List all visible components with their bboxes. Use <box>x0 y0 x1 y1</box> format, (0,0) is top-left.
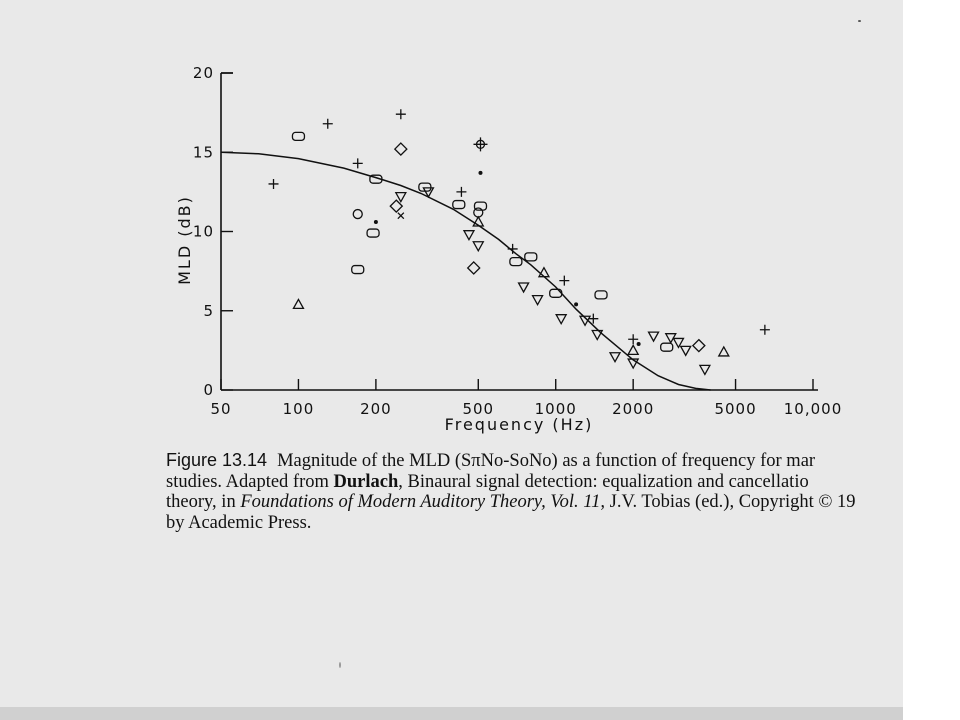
dot-marker <box>478 171 482 175</box>
x-tick-label: 10,000 <box>783 400 843 418</box>
data-point-plus <box>760 325 770 335</box>
square-marker <box>453 201 465 209</box>
triangle-down-marker <box>464 231 474 240</box>
plus-marker <box>508 244 518 254</box>
y-tick-label: 10 <box>192 222 214 241</box>
caption-line-3 <box>166 492 903 513</box>
data-point-triangle-down <box>473 242 483 251</box>
plus-marker <box>760 325 770 335</box>
data-point-dot <box>637 342 641 346</box>
y-axis-ticks <box>193 64 233 399</box>
x-tick-label: 2000 <box>612 400 655 418</box>
y-axis-title: MLD (dB) <box>175 195 194 285</box>
data-point-triangle-up <box>539 268 549 277</box>
caption-line-2 <box>166 472 903 493</box>
plus-marker <box>353 158 363 168</box>
data-point-triangle-down <box>519 283 529 292</box>
square-marker <box>367 229 379 237</box>
data-point-triangle-down <box>556 315 566 324</box>
y-tick-label: 5 <box>203 301 214 320</box>
triangle-up-marker <box>539 268 549 277</box>
triangle-down-marker <box>519 283 529 292</box>
circle-marker <box>474 208 483 217</box>
data-point-plus <box>508 244 518 254</box>
x-axis-ticks <box>210 379 842 418</box>
data-markers <box>269 109 770 374</box>
x-axis-title: Frequency (Hz) <box>444 415 594 434</box>
caption-author: Durlach <box>333 471 399 492</box>
data-point-circle <box>474 208 483 217</box>
triangle-down-marker <box>700 365 710 374</box>
data-point-triangle-down <box>649 332 659 341</box>
square-marker <box>661 343 673 351</box>
data-point-diamond <box>395 143 407 155</box>
caption-line-4: by Academic Press. <box>166 512 312 533</box>
triangle-down-marker <box>610 353 620 362</box>
data-point-dot <box>478 171 482 175</box>
y-tick-label: 0 <box>203 381 214 399</box>
bottom-margin <box>0 707 903 720</box>
data-point-square <box>352 266 364 274</box>
diamond-marker <box>395 143 407 155</box>
data-point-plus <box>323 119 333 129</box>
triangle-down-marker <box>681 346 691 355</box>
data-point-dot <box>574 302 578 306</box>
x-tick-label: 100 <box>282 400 315 418</box>
caption-line-2-start: studies. Adapted from <box>166 471 334 492</box>
x-tick-label: 50 <box>210 400 232 418</box>
data-point-square <box>661 343 673 351</box>
data-point-triangle-up <box>628 345 638 354</box>
triangle-down-marker <box>556 315 566 324</box>
dot-marker <box>637 342 641 346</box>
scan-speck <box>858 20 861 22</box>
data-point-square <box>510 258 522 266</box>
plus-marker <box>323 119 333 129</box>
data-point-triangle-down <box>533 296 543 305</box>
caption-line-2-end: , Binaural signal detection: equalization and cancellatio <box>398 471 809 492</box>
data-point-triangle-down <box>681 346 691 355</box>
dot-marker <box>374 220 378 224</box>
x-marker <box>398 213 404 219</box>
diamond-marker <box>468 262 480 274</box>
square-marker <box>510 258 522 266</box>
data-point-dot <box>374 220 378 224</box>
plot-axes <box>221 73 818 390</box>
square-marker <box>352 266 364 274</box>
circle-marker <box>353 210 362 219</box>
plus-marker <box>269 179 279 189</box>
caption-book-title: Foundations of Modern Auditory Theory, Vol. 11, <box>240 492 606 512</box>
figure-label: Figure 13.14 <box>166 450 268 470</box>
data-point-plus <box>456 187 466 197</box>
x-tick-label: 500 <box>462 400 495 418</box>
triangle-down-marker <box>533 296 543 305</box>
data-point-plus <box>396 109 406 119</box>
square-marker <box>525 253 537 261</box>
figure-caption <box>166 450 903 533</box>
triangle-up-marker <box>293 299 303 308</box>
x-tick-label: 5000 <box>714 400 757 418</box>
data-point-triangle-down <box>396 193 406 202</box>
data-point-square <box>453 201 465 209</box>
x-tick-label: 1000 <box>534 400 577 418</box>
plus-marker <box>456 187 466 197</box>
data-point-square <box>525 253 537 261</box>
triangle-up-marker <box>628 345 638 354</box>
dot-marker <box>574 302 578 306</box>
caption-line-3-start: theory, in <box>166 492 241 512</box>
data-point-square <box>595 291 607 299</box>
data-point-diamond <box>693 340 705 352</box>
diamond-marker <box>693 340 705 352</box>
triangle-down-marker <box>649 332 659 341</box>
data-point-circle-plus <box>473 137 487 151</box>
square-marker <box>595 291 607 299</box>
plus-marker <box>396 109 406 119</box>
y-tick-label: 20 <box>192 64 214 82</box>
triangle-down-marker <box>396 193 406 202</box>
data-point-circle <box>353 210 362 219</box>
caption-line-1-text: Magnitude of the MLD (SπNo-SoNo) as a function of frequency for mar <box>277 451 816 471</box>
square-marker <box>292 132 304 140</box>
data-point-square <box>292 132 304 140</box>
plus-marker <box>559 276 569 286</box>
data-point-square <box>367 229 379 237</box>
data-point-diamond <box>468 262 480 274</box>
y-tick-label: 15 <box>192 143 214 162</box>
triangle-up-marker <box>719 347 729 356</box>
caption-line-1 <box>166 450 903 472</box>
scan-speck <box>339 662 341 668</box>
x-tick-label: 200 <box>360 400 392 418</box>
data-point-triangle-up <box>293 299 303 308</box>
right-margin <box>903 0 960 720</box>
caption-line-3-end: J.V. Tobias (ed.), Copyright © 19 <box>605 492 856 512</box>
plus-marker <box>628 334 638 344</box>
circle-plus-marker <box>473 137 487 151</box>
data-point-triangle-up <box>719 347 729 356</box>
data-point-plus <box>269 179 279 189</box>
data-point-plus <box>628 334 638 344</box>
data-point-triangle-down <box>464 231 474 240</box>
data-point-triangle-down <box>610 353 620 362</box>
data-point-plus <box>353 158 363 168</box>
data-point-x <box>398 213 404 219</box>
data-point-triangle-down <box>700 365 710 374</box>
data-point-plus <box>559 276 569 286</box>
triangle-down-marker <box>473 242 483 251</box>
